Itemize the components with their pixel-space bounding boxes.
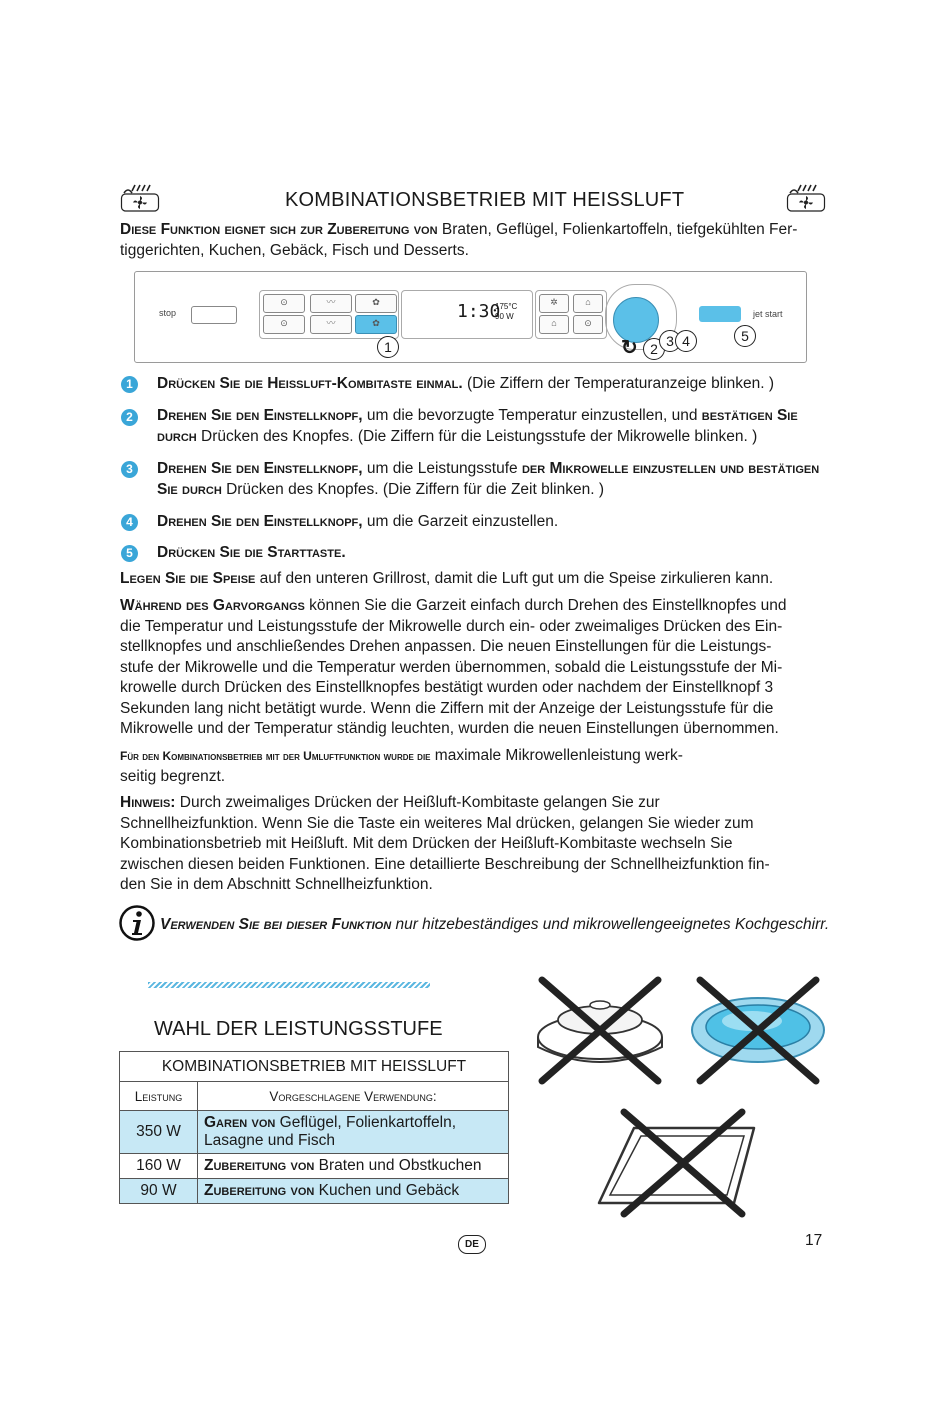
step-badge-3: 3 [121, 461, 138, 478]
callout-4: 4 [675, 330, 697, 352]
step-badge-1: 1 [121, 376, 138, 393]
intro-paragraph [120, 220, 820, 261]
column-header-power: Leistung [120, 1082, 198, 1111]
intro-lead: Diese Funktion eignet sich zur Zubereitung von [120, 221, 438, 238]
power-table [119, 1051, 509, 1204]
hot-air-fan-icon [786, 183, 826, 213]
table-row: 160 W Zubereitung von Braten und Obstkuchen [120, 1154, 509, 1179]
step-badge-5: 5 [121, 545, 138, 562]
rotate-icon: ↻ [621, 337, 638, 359]
info-icon [119, 905, 155, 941]
paragraph-during-cooking: Während des Garvorgangs können Sie die Garzeit einfach durch Drehen des Einstellknopfes und die Temperatur und Leistungsstufe der Mikrowelle durch ein- oder zweimaliges Drücken des Ein- stellknopfes und anschließendes Drehen anpassen. Die neuen Einstellungen für die Leistungs- stufe der Mikrowelle und die Temperatur werden übernommen, sobald die Leistungsstufe der Mi- krowelle durch Drücken des Einstellknopfes bestätigt wurden oder nachdem der Einstellknopf 3 Sekunden lang nicht betätigt wurde. Wenn die Ziffern mit der Anzeige der Leistungsstufe für die Mikrowelle und der Temperatur ständig leuchten, wurden die neuen Einstellungen übernommen. [120, 597, 787, 737]
step-badge-2: 2 [121, 409, 138, 426]
crossed-out-glass-tray-icon [688, 975, 828, 1085]
intro-text: Braten, Geflügel, Folienkartoffeln, tiefgekühlten Fer- [441, 221, 798, 238]
callout-3: 3 [659, 330, 681, 352]
grill-combi-button[interactable]: ⊙ [263, 315, 305, 334]
jet-start-label: jet start [753, 309, 783, 319]
display-temp: 175°C [495, 302, 518, 311]
step-badge-4: 4 [121, 514, 138, 531]
crossed-out-baking-tray-icon [594, 1108, 769, 1218]
section-stripe [148, 982, 430, 988]
stop-button[interactable] [191, 306, 237, 324]
crisp-button[interactable]: 〰 [310, 315, 352, 334]
power-section-title: WAHL DER LEISTUNGSSTUFE [154, 1018, 443, 1040]
defrost-button[interactable]: ✲ [539, 294, 569, 313]
paragraph-food-placement: Legen Sie die Speise auf den unteren Grillrost, damit die Luft gut um die Speise zirkulieren kann. [120, 570, 774, 587]
hot-air-combi-button[interactable]: ✿ [355, 315, 397, 334]
control-panel [134, 271, 807, 363]
display-time: 1:30 [457, 301, 501, 322]
callout-1: 1 [377, 336, 399, 358]
paragraph-power-limit: Für den Kombinationsbetrieb mit der Umluftfunktion wurde die maximale Mikrowellenleistung werk- seitig begrenzt. [120, 747, 683, 785]
jet-start-button[interactable] [699, 306, 741, 322]
info-text: Verwenden Sie bei dieser Funktion nur hitzebeständiges und mikrowellengeeignetes Kochgeschirr. [160, 916, 830, 933]
paragraph-note: Hinweis: Durch zweimaliges Drücken der Heißluft-Kombitaste gelangen Sie zur Schnellheizfunktion. Wenn Sie die Taste ein weiteres Mal drücken, gelangen Sie wieder zum Kombinationsbetrieb mit Heißluft. Mit dem Drücken der Heißluft-Kombitaste wechseln Sie zwischen diesen beiden Funktionen. Eine detaillierte Beschreibung der Schnellheizfunktion fin- den Sie in dem Abschnitt Schnellheizfunktion. [120, 794, 770, 893]
microwave-button[interactable]: 〰 [310, 294, 352, 313]
display-power: 90 W [495, 312, 514, 321]
callout-2: 2 [643, 338, 665, 360]
crossed-out-crisp-plate-icon [530, 975, 670, 1085]
page-title: KOMBINATIONSBETRIEB MIT HEISSLUFT [285, 189, 685, 211]
language-badge: DE [458, 1235, 486, 1254]
step-3: Drehen Sie den Einstellknopf, um die Leistungsstufe der Mikrowelle einzustellen und bestätigen Sie durch Drücken des Knopfes. (Die Ziffern für die Zeit blinken. ) [157, 460, 820, 498]
callout-5: 5 [734, 325, 756, 347]
intro-text-2: tiggerichten, Kuchen, Gebäck, Fisch und Desserts. [120, 241, 469, 259]
auto-crisp-button[interactable]: ⌂ [539, 315, 569, 334]
step-5: Drücken Sie die Starttaste. [157, 544, 346, 561]
table-title: KOMBINATIONSBETRIEB MIT HEISSLUFT [120, 1052, 509, 1082]
auto-button[interactable]: ⌂ [573, 294, 603, 313]
hot-air-button[interactable]: ✿ [355, 294, 397, 313]
step-2: Drehen Sie den Einstellknopf, um die bevorzugte Temperatur einzustellen, und bestätigen Sie durch Drücken des Knopfes. (Die Ziffern für die Leistungsstufe der Mikrowelle blinken. ) [157, 407, 798, 445]
step-1: Drücken Sie die Heissluft-Kombitaste einmal. (Die Ziffern der Temperaturanzeige blinken. ) [157, 375, 775, 392]
table-row: 90 W Zubereitung von Kuchen und Gebäck [120, 1179, 509, 1204]
steam-button[interactable]: ⊙ [573, 315, 603, 334]
stop-label: stop [159, 308, 177, 318]
page-number: 17 [805, 1232, 823, 1249]
hot-air-fan-icon [120, 183, 160, 213]
table-row: 350 W Garen von Geflügel, Folienkartoffeln, Lasagne und Fisch [120, 1111, 509, 1154]
display [401, 290, 533, 339]
column-header-use: Vorgeschlagene Verwendung: [198, 1082, 509, 1111]
grill-button[interactable]: ⊙ [263, 294, 305, 313]
step-4: Drehen Sie den Einstellknopf, um die Garzeit einzustellen. [157, 513, 559, 530]
